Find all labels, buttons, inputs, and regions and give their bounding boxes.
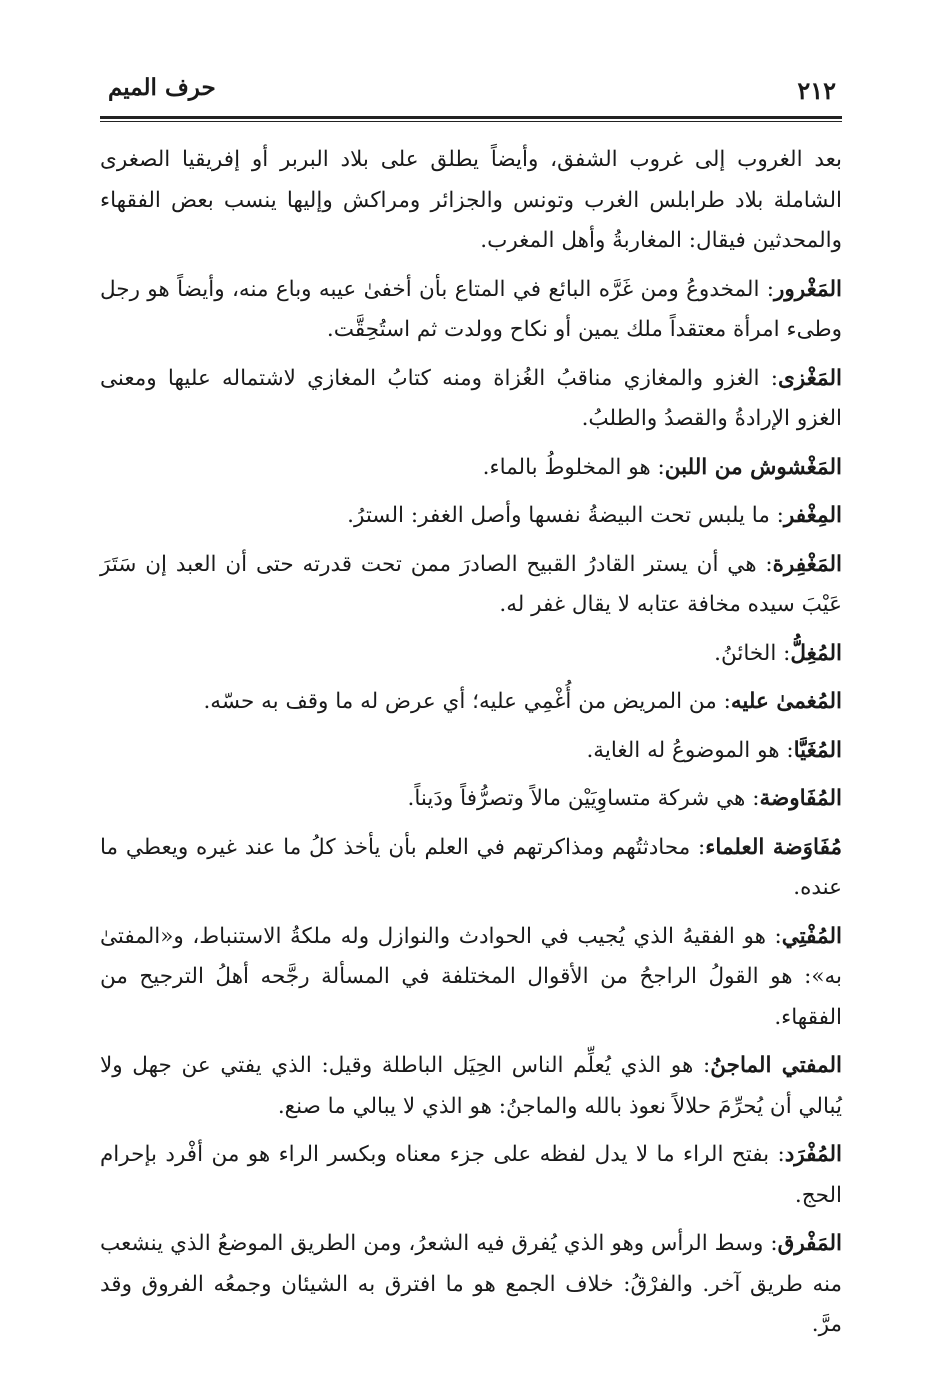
entry: المُفَاوضة: هي شركة متساوِيَيْن مالاً وتصرُّفاً ودَيناً. bbox=[407, 786, 842, 811]
entry: المَفْرق: وسط الرأس وهو الذي يُفرق فيه الشعرُ، ومن الطريق الموضعُ الذي ينشعب منه طريق آخر. والفرْقُ: خلاف الجمع هو ما افترق به الشيئان وجمعُه الفروق وقد مرَّ. bbox=[100, 1231, 843, 1337]
page-number: ٢١٢ bbox=[797, 76, 836, 105]
entry-definition: هو الموضوعُ له الغاية. bbox=[586, 737, 780, 763]
entry: المَغْرور: المخدوعُ ومن غَرَّه البائع في المتاع بأن أخفىٰ عيبه وباع منه، وأيضاً هو رجل وطىء امرأة معتقداً ملك يمين أو نكاح وولدت ثم استُحِقَّت. bbox=[100, 276, 843, 342]
entry-definition: من المريض من أُغْمِي عليه؛ أي عرض له ما وقف به حسّه. bbox=[203, 689, 717, 714]
entry-term: المَغْرور bbox=[774, 276, 843, 302]
entry: المُغِلُّ: الخائنُ. bbox=[714, 640, 842, 666]
entry-term: المُغمىٰ عليه bbox=[730, 689, 842, 714]
entry-term: المُفْرَد bbox=[784, 1142, 842, 1167]
entry-definition: هو المخلوطُ بالماء. bbox=[482, 454, 651, 480]
entry: المُفْرَد: بفتح الراء ما لا يدل لفظه على جزء معناه وبكسر الراء هو من أفْرد بإحرام الحج. bbox=[100, 1142, 842, 1208]
entry-definition: هي شركة متساوِيَيْن مالاً وتصرُّفاً ودَيناً. bbox=[407, 786, 746, 811]
entry: المفتي الماجنُ: هو الذي يُعلِّم الناس الحِيَل الباطلة وقيل: الذي يفتي عن جهل ولا يُبالي أن يُحرِّمَ حلالاً نعوذ بالله والماجنُ: هو الذي لا يبالي ما صنع. bbox=[100, 1053, 843, 1119]
entry-term: المَغْزى bbox=[777, 365, 842, 391]
entry-definition: بفتح الراء ما لا يدل لفظه على جزء معناه وبكسر الراء هو من أفْرد بإحرام الحج. bbox=[100, 1142, 842, 1208]
entry: مُفَاوَضة العلماء: محادثتُهم ومذاكرتهم في العلم بأن يأخذ كلُ ما عند غيره ويعطي ما عنده. bbox=[100, 834, 842, 900]
page-header bbox=[100, 70, 842, 110]
dictionary-entries bbox=[100, 140, 842, 1346]
entry-term: مُفَاوَضة العلماء bbox=[705, 834, 842, 860]
running-title: حرف الميم bbox=[108, 74, 216, 101]
entry-definition: ما يلبس تحت البيضةُ نفسها وأصل الغفر: السترُ. bbox=[347, 503, 770, 528]
book-page bbox=[100, 70, 842, 1354]
entry-definition: هو الذي يُعلِّم الناس الحِيَل الباطلة وقيل: الذي يفتي عن جهل ولا يُبالي أن يُحرِّمَ حلالاً نعوذ بالله والماجنُ: هو الذي لا يبالي ما صنع. bbox=[100, 1053, 842, 1119]
entry-definition: المخدوعُ ومن غَرَّه البائع في المتاع بأن أخفىٰ عيبه وباع منه، وأيضاً هو رجل وطىء امرأة معتقداً ملك يمين أو نكاح وولدت ثم استُحِقَّت. bbox=[100, 276, 842, 342]
entry-definition: هو الفقيهُ الذي يُجيب في الحوادث والنوازل وله ملكةُ الاستنباط، و«المفتىٰ به»: هو القولُ الراجحُ من الأقوال المختلفة في المسألة رجَّحه أهلُ الترجيح من الفقهاء. bbox=[100, 923, 842, 1030]
entry-continuation: بعد الغروب إلى غروب الشفق، وأيضاً يطلق على بلاد البربر أو إفريقيا الصغرى الشاملة بلاد طرابلس الغرب وتونس والجزائر ومراكش وإليها ينسب بعض الفقهاء والمحدثين فيقال: المغاربةُ وأهل المغرب. bbox=[100, 147, 842, 253]
entry: المُغمىٰ عليه: من المريض من أُغْمِي عليه؛ أي عرض له ما وقف به حسّه. bbox=[203, 689, 842, 714]
entry-term: المُفْتِي bbox=[781, 923, 842, 949]
entry-definition: الغزو والمغازي مناقبُ الغُزاة ومنه كتابُ المغازي لاشتماله عليها ومعنى الغزو الإرادةُ والقصدُ والطلبُ. bbox=[100, 365, 842, 431]
entry-definition: الخائنُ. bbox=[714, 640, 777, 666]
entry-term: المَغْفِرة bbox=[772, 551, 843, 577]
entry: المِغْفر: ما يلبس تحت البيضةُ نفسها وأصل الغفر: السترُ. bbox=[347, 503, 842, 528]
entry: المَغْفِرة: هي أن يستر القادرُ القبيح الصادرَ ممن تحت قدرته حتى أن العبد إن سَتَرَ عَيْبَ سيده مخافة عتابه لا يقال غفر له. bbox=[100, 551, 843, 617]
entry-term: المِغْفر bbox=[783, 503, 842, 528]
entry-definition: محادثتُهم ومذاكرتهم في العلم بأن يأخذ كلُ ما عند غيره ويعطي ما عنده. bbox=[100, 834, 842, 900]
entry: المُغَيَّا: هو الموضوعُ له الغاية. bbox=[586, 737, 842, 763]
entry: المُفْتِي: هو الفقيهُ الذي يُجيب في الحوادث والنوازل وله ملكةُ الاستنباط، و«المفتىٰ به»: هو القولُ الراجحُ من الأقوال المختلفة في المسألة رجَّحه أهلُ الترجيح من الفقهاء. bbox=[100, 923, 842, 1030]
header-rule-thin bbox=[100, 121, 842, 122]
entry-term: المُفَاوضة bbox=[759, 786, 842, 811]
entry: المَغْزى: الغزو والمغازي مناقبُ الغُزاة ومنه كتابُ المغازي لاشتماله عليها ومعنى الغزو الإرادةُ والقصدُ والطلبُ. bbox=[100, 365, 842, 431]
entry: المَغْشوش من اللبن: هو المخلوطُ بالماء. bbox=[482, 454, 842, 480]
header-rule bbox=[100, 116, 842, 119]
entry-term: المَغْشوش من اللبن bbox=[664, 454, 842, 480]
entry-definition: هي أن يستر القادرُ القبيح الصادرَ ممن تحت قدرته حتى أن العبد إن سَتَرَ عَيْبَ سيده مخافة عتابه لا يقال غفر له. bbox=[100, 551, 842, 617]
entry-term: المَفْرق bbox=[777, 1231, 843, 1256]
entry-term: المُغِلُّ bbox=[790, 640, 842, 666]
entry-term: المُغَيَّا bbox=[793, 737, 842, 763]
entry-definition: وسط الرأس وهو الذي يُفرق فيه الشعرُ، ومن الطريق الموضعُ الذي ينشعب منه طريق آخر. والفرْقُ: خلاف الجمع هو ما افترق به الشيئان وجمعُه الفروق وقد مرَّ. bbox=[100, 1231, 842, 1337]
entry-term: المفتي الماجنُ bbox=[710, 1053, 843, 1078]
